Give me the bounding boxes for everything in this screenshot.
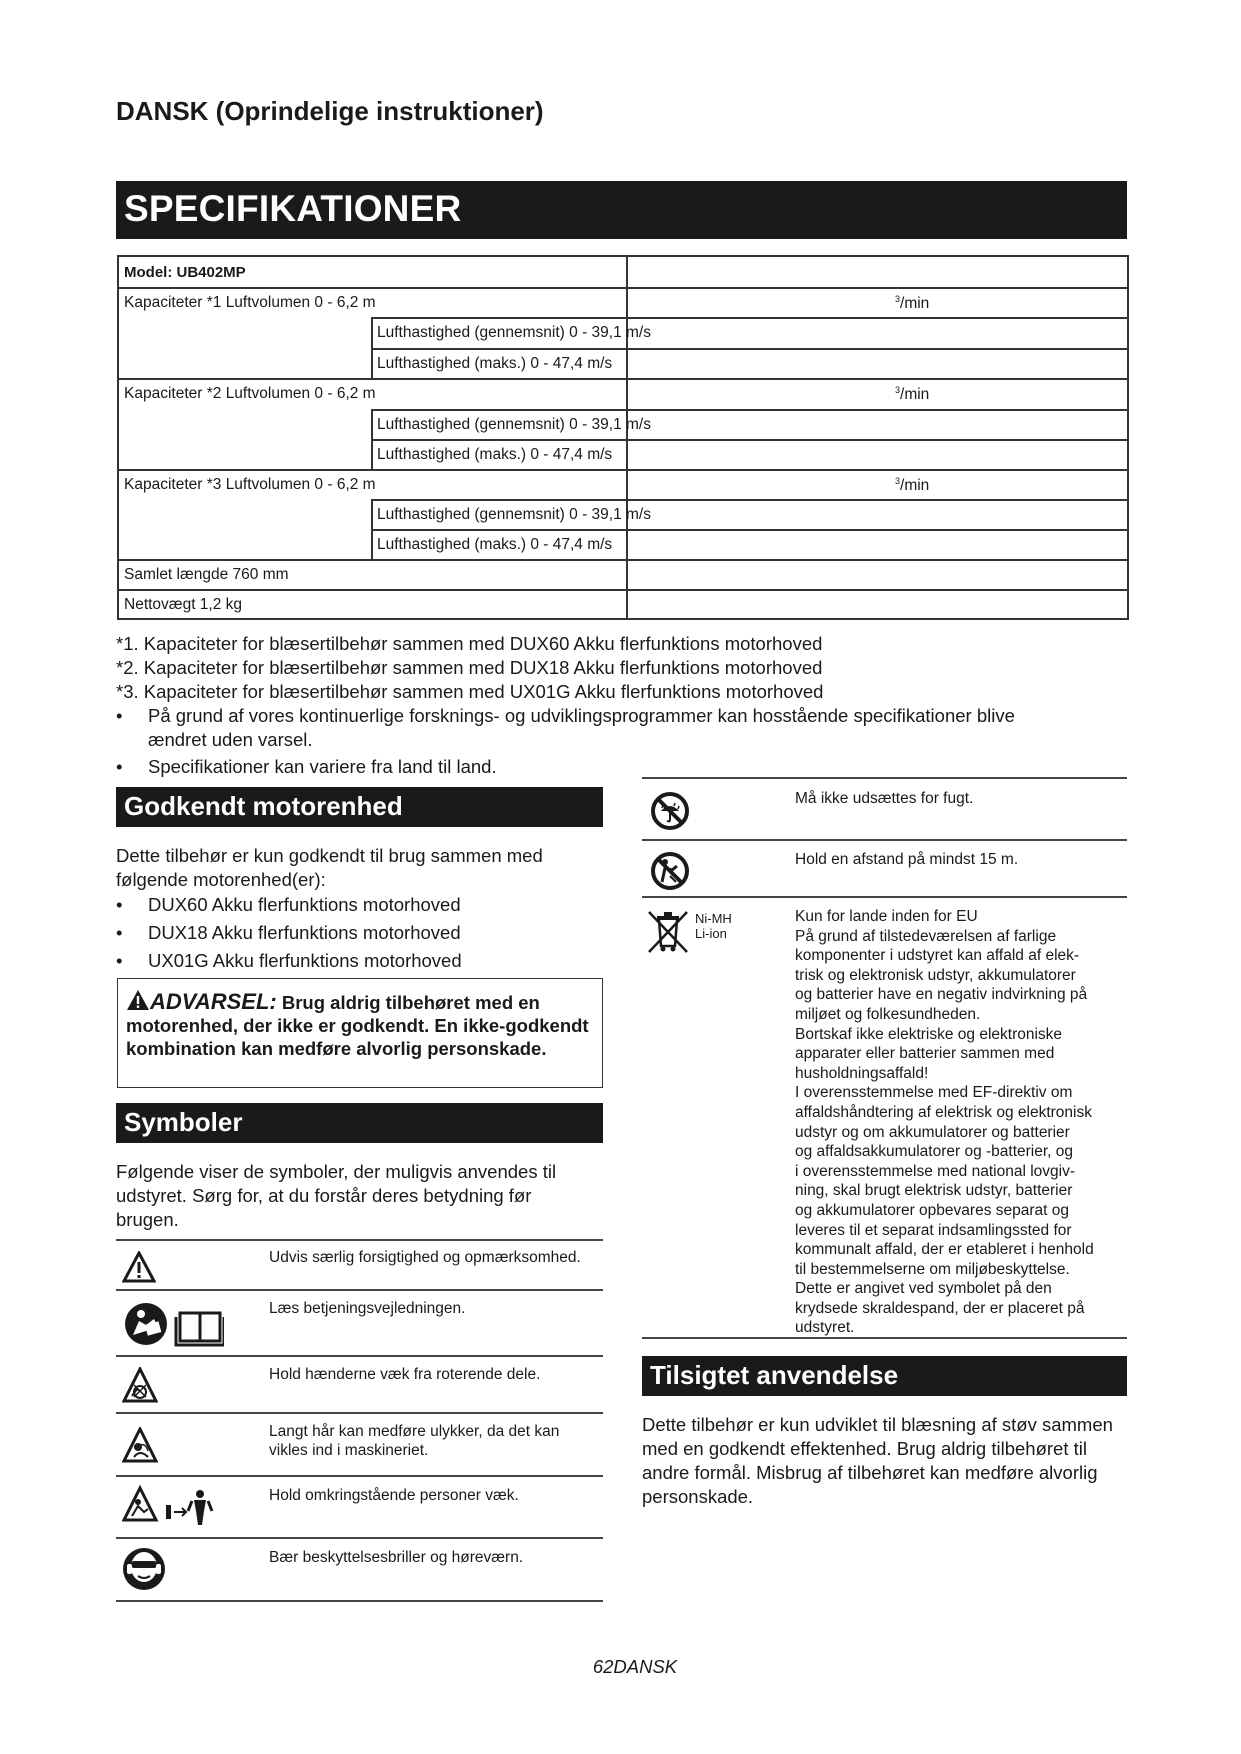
air-speed-average: Lufthastighed (gennemsnit) 0 - 39,1 m/s [377,416,651,433]
symbol-description: Bær beskyttelsesbriller og høreværn. [269,1549,524,1566]
symbols-table-left [116,1239,603,1603]
capacity-group-label: Kapaciteter *2 [124,385,222,402]
symbol-description: Læs betjeningsvejledningen. [269,1300,466,1317]
symbols-table-right [642,777,1127,1340]
symbols-intro: Følgende viser de symboler, der muligvis anvendes til udstyret. Sørg for, at du forstår deres betydning før brugen. [116,1161,557,1230]
notice-line: ning, skal brugt elektrisk udstyr, batterier [795,1182,1073,1200]
warning-triangle-icon [126,989,150,1011]
notice-line: I overensstemmelse med EF-direktiv om [795,1084,1073,1102]
caution-triangle-icon [122,1251,156,1283]
warning-box [117,978,603,1088]
rotating-parts-hazard-icon [122,1367,158,1403]
specifications-table [117,255,1129,620]
notice-line: og batterier have en negativ indvirkning på [795,986,1088,1004]
crossed-bin-icon [646,908,690,954]
symbol-description: Hold omkringstående personer væk. [269,1487,519,1504]
symbols-heading: Symboler [116,1103,603,1143]
air-volume-unit: $^3$/min [895,294,930,313]
page-number: 62DANSK [592,1656,678,1677]
capacity-group [124,385,376,403]
eye-ear-protection-icon [122,1547,166,1591]
battery-label: Li-ion [695,926,727,941]
list-item: • DUX18 Akku flerfunktions motorhoved [116,922,461,943]
air-volume-value: Luftvolumen 0 - 6,2 m [225,385,376,402]
spec-bullet: • Specifikationer kan variere fra land til land. [116,756,497,777]
notice-line: miljøet og folkesundheden. [795,1005,981,1023]
air-speed-max: Lufthastighed (maks.) 0 - 47,4 m/s [377,446,613,463]
battery-label: Ni-MH [695,911,732,926]
eu-disposal-notice [795,907,1125,1338]
list-item: • DUX60 Akku flerfunktions motorhoved [116,894,461,915]
model-label: Model: UB402MP [124,264,246,281]
symbol-description: Hold hænderne væk fra roterende dele. [269,1366,541,1383]
capacity-group-label: Kapaciteter *3 [124,476,222,493]
symbol-description: Langt hår kan medføre ulykker, da det kan vikles ind i maskineriet. [269,1423,560,1459]
notice-line: til bestemmelserne om miljøbeskyttelse. [795,1260,1070,1278]
notice-line: udstyr og om akkumulatorer og batterier [795,1123,1070,1141]
capacity-group [124,476,376,494]
net-weight: Nettovægt 1,2 kg [124,596,243,613]
approved-motor-intro: Dette tilbehør er kun godkendt til brug sammen med følgende motorenhed(er): [116,845,543,890]
spec-bullet: • På grund af vores kontinuerlige forsknings- og udviklingsprogrammer kan hosstående specifikationer blive ændret uden varsel. [116,705,1015,750]
air-volume-unit: $^3$/min [895,385,930,404]
keep-distance-icon [650,851,690,891]
notice-line: husholdningsaffald! [795,1064,929,1082]
warning-label: ADVARSEL: [150,989,277,1014]
notice-line: Dette er angivet ved symbolet på den [795,1280,1052,1298]
air-volume-value: Luftvolumen 0 - 6,2 m [225,476,376,493]
approved-motor-heading: Godkendt motorenhed [116,787,603,827]
notice-line: Kun for lande inden for EU [795,908,978,925]
symbol-description: Udvis særlig forsigtighed og opmærksomhed. [269,1249,581,1266]
footnote: *2. Kapaciteter for blæsertilbehør sammen med DUX18 Akku flerfunktions motorhoved [116,657,823,678]
footnote: *1. Kapaciteter for blæsertilbehør sammen med DUX60 Akku flerfunktions motorhoved [116,633,823,654]
notice-line: trisk og elektronisk udstyr, akkumulatorer [795,966,1076,984]
notice-line: På grund af tilstedeværelsen af farlige [795,927,1057,945]
footnote: *3. Kapaciteter for blæsertilbehør sammen med UX01G Akku flerfunktions motorhoved [116,681,824,702]
keep-bystanders-away-icon [122,1485,214,1527]
list-item: • UX01G Akku flerfunktions motorhoved [116,950,462,971]
capacity-group [124,294,376,312]
air-volume-value: Luftvolumen 0 - 6,2 m [225,294,376,311]
approved-motor-list [116,891,596,975]
symbol-description: Hold en afstand på mindst 15 m. [795,851,1019,868]
notice-line: affaldshåndtering af elektrisk og elektronisk [795,1103,1092,1121]
read-manual-icon [124,1301,224,1347]
notice-line: krydsede skraldespand, der er placeret på [795,1299,1085,1317]
specification-notes [116,632,1126,779]
battery-type-labels [695,911,732,941]
notice-line: i overensstemmelse med national lovgiv- [795,1162,1075,1180]
air-volume-unit: $^3$/min [895,476,930,495]
hair-entanglement-icon [122,1427,158,1463]
air-speed-average: Lufthastighed (gennemsnit) 0 - 39,1 m/s [377,506,651,523]
warning-text: Brug aldrig tilbehøret med en motorenhed, der ikke er godkendt. En ikke-godkendt kombination kan medføre alvorlig personskade. [126,992,589,1059]
notice-line: komponenter i udstyret kan affald af elek- [795,947,1080,965]
notice-line: og affaldsakkumulatorer og -batterier, og [795,1143,1074,1161]
notice-line: apparater eller batterier sammen med [795,1045,1055,1063]
no-rain-icon [650,791,690,831]
specifications-heading: SPECIFIKATIONER [116,181,1127,239]
notice-line: og akkumulatorer opbevares separat og [795,1201,1069,1219]
air-speed-average: Lufthastighed (gennemsnit) 0 - 39,1 m/s [377,324,651,341]
notice-line: leveres til et separat indsamlingssted for [795,1221,1072,1239]
notice-line: Bortskaf ikke elektriske og elektroniske [795,1025,1063,1043]
symbol-description: Må ikke udsættes for fugt. [795,790,974,807]
intended-use-text: Dette tilbehør er kun udviklet til blæsning af støv sammen med en godkendt effektenhed. Brug aldrig tilbehøret til andre formål. Misbrug af tilbehøret kan medføre alvorlig personskade. [642,1414,1113,1507]
document-language-title: DANSK (Oprindelige instruktioner) [116,96,544,126]
notice-line: kommunalt affald, der er etableret i henhold [795,1241,1094,1259]
total-length: Samlet længde 760 mm [124,566,289,583]
intended-use-heading: Tilsigtet anvendelse [642,1356,1127,1396]
capacity-group-label: Kapaciteter *1 [124,294,222,311]
air-speed-max: Lufthastighed (maks.) 0 - 47,4 m/s [377,536,613,553]
notice-line: udstyret. [795,1319,855,1337]
air-speed-max: Lufthastighed (maks.) 0 - 47,4 m/s [377,355,613,372]
